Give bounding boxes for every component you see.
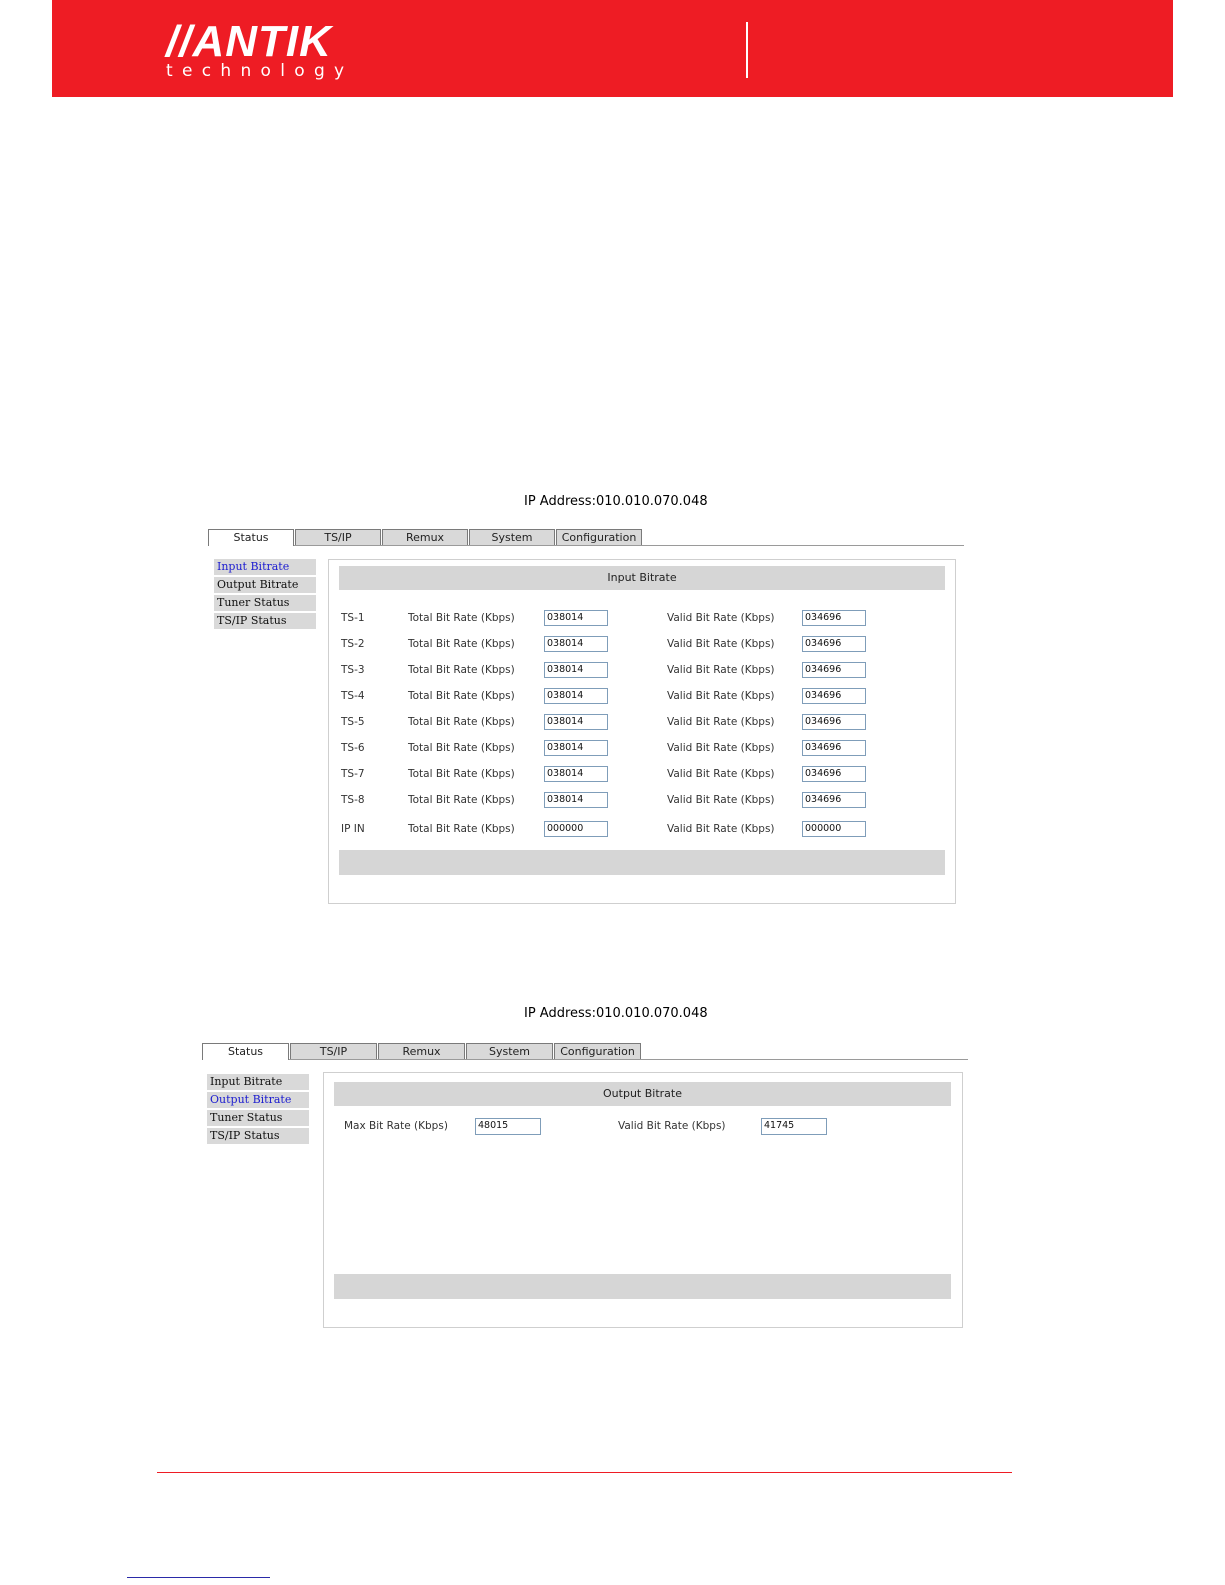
valid-bit-rate-field[interactable]: 034696 [802, 714, 866, 730]
max-bit-rate-label: Max Bit Rate (Kbps) [344, 1120, 448, 1132]
header-divider [746, 22, 748, 78]
valid-bit-rate-field[interactable]: 034696 [802, 610, 866, 626]
total-bit-rate-field[interactable]: 038014 [544, 714, 608, 730]
total-bit-rate-label: Total Bit Rate (Kbps) [408, 823, 515, 835]
section-title-bar: Input Bitrate [339, 566, 945, 590]
row-name: TS-6 [341, 742, 365, 754]
input-bitrate-panel [328, 559, 956, 904]
total-bit-rate-label: Total Bit Rate (Kbps) [408, 768, 515, 780]
tab-system[interactable]: System [469, 529, 555, 545]
menu-output-bitrate[interactable]: Output Bitrate [214, 577, 316, 593]
menu-tuner-status[interactable]: Tuner Status [214, 595, 316, 611]
total-bit-rate-label: Total Bit Rate (Kbps) [408, 794, 515, 806]
row-name: IP IN [341, 823, 365, 835]
side-menu [214, 559, 316, 631]
total-bit-rate-label: Total Bit Rate (Kbps) [408, 742, 515, 754]
menu-ts-ip-status[interactable]: TS/IP Status [207, 1128, 309, 1144]
row-name: TS-3 [341, 664, 365, 676]
valid-bit-rate-label: Valid Bit Rate (Kbps) [667, 664, 775, 676]
total-bit-rate-field[interactable]: 038014 [544, 662, 608, 678]
footer-divider [157, 1472, 1012, 1473]
valid-bit-rate-field[interactable]: 034696 [802, 792, 866, 808]
valid-bit-rate-label: Valid Bit Rate (Kbps) [667, 823, 775, 835]
valid-bit-rate-field[interactable]: 034696 [802, 662, 866, 678]
valid-bit-rate-label: Valid Bit Rate (Kbps) [667, 638, 775, 650]
row-name: TS-5 [341, 716, 365, 728]
tab-bar [202, 1043, 968, 1060]
total-bit-rate-field[interactable]: 038014 [544, 766, 608, 782]
valid-bit-rate-field[interactable]: 000000 [802, 821, 866, 837]
max-bit-rate-field[interactable]: 48015 [475, 1118, 541, 1135]
header-banner [52, 0, 1173, 97]
menu-tuner-status[interactable]: Tuner Status [207, 1110, 309, 1126]
tab-configuration[interactable]: Configuration [554, 1043, 641, 1059]
valid-bit-rate-label: Valid Bit Rate (Kbps) [667, 716, 775, 728]
brand-logo: //ANTIK [166, 17, 332, 66]
menu-input-bitrate[interactable]: Input Bitrate [214, 559, 316, 575]
valid-bit-rate-field[interactable]: 034696 [802, 740, 866, 756]
row-name: TS-8 [341, 794, 365, 806]
tab-status[interactable]: Status [208, 529, 294, 546]
row-name: TS-4 [341, 690, 365, 702]
tab-ts-ip[interactable]: TS/IP [295, 529, 381, 545]
valid-bit-rate-field[interactable]: 034696 [802, 766, 866, 782]
menu-output-bitrate[interactable]: Output Bitrate [207, 1092, 309, 1108]
footer-link-underline[interactable] [127, 1577, 270, 1578]
menu-input-bitrate[interactable]: Input Bitrate [207, 1074, 309, 1090]
total-bit-rate-field[interactable]: 038014 [544, 740, 608, 756]
valid-bit-rate-label: Valid Bit Rate (Kbps) [667, 690, 775, 702]
total-bit-rate-field[interactable]: 038014 [544, 636, 608, 652]
footer-bar [339, 850, 945, 875]
row-name: TS-1 [341, 612, 365, 624]
tab-remux[interactable]: Remux [378, 1043, 465, 1059]
tab-system[interactable]: System [466, 1043, 553, 1059]
tab-remux[interactable]: Remux [382, 529, 468, 545]
section-title-bar: Output Bitrate [334, 1082, 951, 1106]
tab-configuration[interactable]: Configuration [556, 529, 642, 545]
valid-bit-rate-field[interactable]: 41745 [761, 1118, 827, 1135]
ip-address-label: IP Address:010.010.070.048 [524, 494, 708, 509]
total-bit-rate-label: Total Bit Rate (Kbps) [408, 664, 515, 676]
row-name: TS-2 [341, 638, 365, 650]
footer-bar [334, 1274, 951, 1299]
total-bit-rate-field[interactable]: 038014 [544, 688, 608, 704]
total-bit-rate-field[interactable]: 038014 [544, 610, 608, 626]
tab-status[interactable]: Status [202, 1043, 289, 1060]
valid-bit-rate-label: Valid Bit Rate (Kbps) [667, 794, 775, 806]
ip-address-label: IP Address:010.010.070.048 [524, 1006, 708, 1021]
row-name: TS-7 [341, 768, 365, 780]
valid-bit-rate-label: Valid Bit Rate (Kbps) [667, 612, 775, 624]
total-bit-rate-field[interactable]: 000000 [544, 821, 608, 837]
valid-bit-rate-label: Valid Bit Rate (Kbps) [667, 742, 775, 754]
menu-ts-ip-status[interactable]: TS/IP Status [214, 613, 316, 629]
tab-bar [208, 529, 964, 546]
valid-bit-rate-field[interactable]: 034696 [802, 688, 866, 704]
total-bit-rate-label: Total Bit Rate (Kbps) [408, 716, 515, 728]
valid-bit-rate-label: Valid Bit Rate (Kbps) [667, 768, 775, 780]
valid-bit-rate-field[interactable]: 034696 [802, 636, 866, 652]
output-bitrate-panel [323, 1072, 963, 1328]
total-bit-rate-label: Total Bit Rate (Kbps) [408, 638, 515, 650]
valid-bit-rate-label: Valid Bit Rate (Kbps) [618, 1120, 726, 1132]
total-bit-rate-field[interactable]: 038014 [544, 792, 608, 808]
side-menu [207, 1074, 309, 1146]
total-bit-rate-label: Total Bit Rate (Kbps) [408, 690, 515, 702]
total-bit-rate-label: Total Bit Rate (Kbps) [408, 612, 515, 624]
brand-tagline: technology [166, 61, 354, 81]
tab-ts-ip[interactable]: TS/IP [290, 1043, 377, 1059]
